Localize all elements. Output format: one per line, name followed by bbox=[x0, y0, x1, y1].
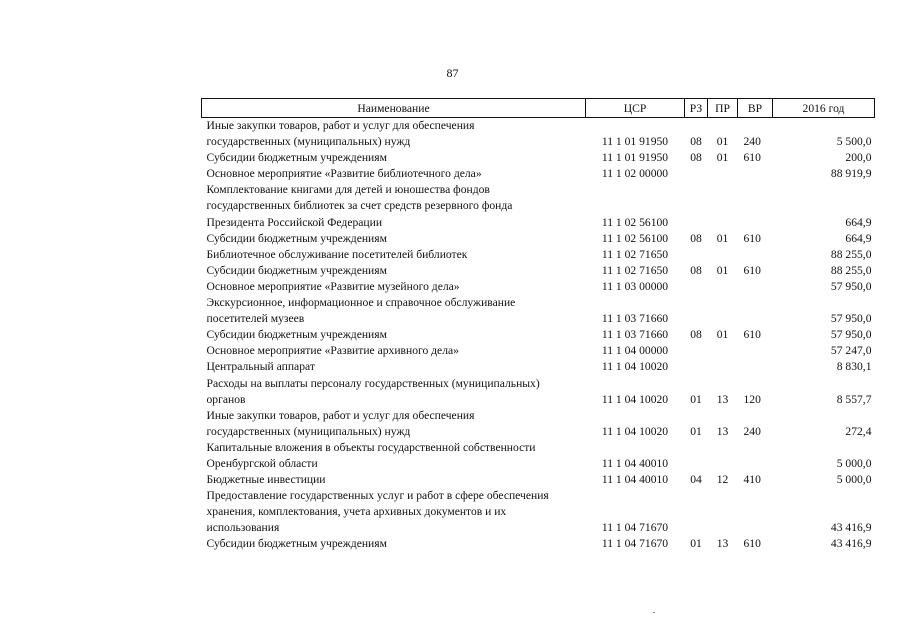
row-amount: 43 416,9 bbox=[830, 537, 872, 551]
row-rz: 08 bbox=[690, 231, 702, 245]
row-vr: 610 bbox=[743, 231, 761, 245]
header-rz: РЗ bbox=[685, 99, 708, 118]
row-csr bbox=[586, 504, 685, 520]
row-name: государственных библиотек за счет средств резервного фонда bbox=[206, 199, 513, 213]
row-rz bbox=[685, 440, 708, 456]
row-pr bbox=[708, 343, 738, 359]
row-csr: 11 1 03 71660 bbox=[601, 312, 669, 326]
row-rz bbox=[685, 343, 708, 359]
row-rz: 01 bbox=[690, 392, 702, 406]
row-amount bbox=[773, 488, 875, 504]
row-vr bbox=[738, 488, 773, 504]
row-csr: 11 1 02 71650 bbox=[601, 263, 669, 277]
row-amount bbox=[773, 504, 875, 520]
row-name: Оренбургской области bbox=[206, 456, 318, 470]
row-amount: 8 557,7 bbox=[836, 392, 872, 406]
row-rz bbox=[685, 166, 708, 182]
row-pr: 01 bbox=[716, 231, 729, 245]
row-csr bbox=[586, 182, 685, 198]
row-name: государственных (муниципальных) нужд bbox=[206, 135, 411, 149]
row-name: Бюджетные инвестиции bbox=[206, 473, 326, 487]
table-row bbox=[202, 359, 875, 375]
row-name: Расходы на выплаты персоналу государственных (муниципальных) bbox=[206, 376, 540, 390]
row-rz bbox=[685, 359, 708, 375]
row-name: Основное мероприятие «Развитие музейного дела» bbox=[206, 279, 460, 293]
table-row bbox=[202, 408, 875, 424]
table-row bbox=[202, 327, 875, 343]
row-csr bbox=[586, 295, 685, 311]
row-amount: 57 950,0 bbox=[830, 279, 872, 293]
row-rz bbox=[685, 279, 708, 295]
table-header bbox=[202, 99, 875, 118]
table-row bbox=[202, 263, 875, 279]
row-pr bbox=[708, 215, 738, 231]
row-pr bbox=[708, 440, 738, 456]
row-vr bbox=[738, 456, 773, 472]
row-vr: 240 bbox=[743, 135, 761, 149]
row-name: Экскурсионное, информационное и справочное обслуживание bbox=[206, 296, 516, 310]
table-body bbox=[202, 118, 875, 553]
row-csr: 11 1 04 10020 bbox=[601, 392, 669, 406]
table-row bbox=[202, 440, 875, 456]
row-amount bbox=[773, 440, 875, 456]
row-amount: 664,9 bbox=[845, 215, 872, 229]
row-pr: 01 bbox=[716, 263, 729, 277]
row-name: посетителей музеев bbox=[206, 312, 305, 326]
row-vr: 610 bbox=[743, 537, 761, 551]
row-amount: 272,4 bbox=[845, 424, 872, 438]
row-csr: 11 1 02 71650 bbox=[601, 247, 669, 261]
row-pr: 13 bbox=[716, 537, 729, 551]
row-csr: 11 1 04 71670 bbox=[601, 537, 669, 551]
header-pr: ПР bbox=[708, 99, 738, 118]
table-row bbox=[202, 247, 875, 263]
row-pr bbox=[708, 311, 738, 327]
table-row bbox=[202, 182, 875, 198]
table-row bbox=[202, 456, 875, 472]
row-vr bbox=[738, 376, 773, 392]
row-name: Основное мероприятие «Развитие библиотечного дела» bbox=[206, 167, 482, 181]
table-row bbox=[202, 134, 875, 150]
row-rz bbox=[685, 215, 708, 231]
row-csr: 11 1 01 91950 bbox=[601, 135, 669, 149]
row-rz: 08 bbox=[690, 328, 702, 342]
row-pr bbox=[708, 166, 738, 182]
row-name: государственных (муниципальных) нужд bbox=[206, 424, 411, 438]
row-csr: 11 1 01 91950 bbox=[601, 151, 669, 165]
table-row bbox=[202, 376, 875, 392]
row-rz: 08 bbox=[690, 263, 702, 277]
row-vr bbox=[738, 295, 773, 311]
row-vr: 240 bbox=[743, 424, 761, 438]
row-rz bbox=[685, 504, 708, 520]
row-rz: 04 bbox=[690, 473, 702, 487]
row-csr bbox=[586, 408, 685, 424]
row-vr bbox=[738, 247, 773, 263]
row-amount: 200,0 bbox=[845, 151, 872, 165]
row-amount bbox=[773, 118, 875, 135]
row-vr bbox=[738, 343, 773, 359]
row-amount bbox=[773, 295, 875, 311]
row-name: Основное мероприятие «Развитие архивного дела» bbox=[206, 344, 459, 358]
table-row bbox=[202, 488, 875, 504]
row-pr: 01 bbox=[716, 135, 729, 149]
table-row bbox=[202, 295, 875, 311]
row-csr: 11 1 04 40010 bbox=[601, 473, 669, 487]
row-amount: 5 000,0 bbox=[836, 473, 872, 487]
table-row bbox=[202, 166, 875, 182]
row-name: Иные закупки товаров, работ и услуг для обеспечения bbox=[206, 119, 475, 132]
row-pr: 12 bbox=[716, 473, 729, 487]
row-name: использования bbox=[206, 521, 280, 535]
row-csr bbox=[586, 376, 685, 392]
table-row bbox=[202, 424, 875, 440]
row-rz bbox=[685, 247, 708, 263]
row-csr: 11 1 04 71670 bbox=[601, 521, 669, 535]
row-rz bbox=[685, 295, 708, 311]
row-amount: 8 830,1 bbox=[836, 360, 872, 374]
row-name: хранения, комплектования, учета архивных документов и их bbox=[206, 505, 507, 519]
table-row bbox=[202, 150, 875, 166]
row-csr: 11 1 04 40010 bbox=[601, 456, 669, 470]
row-amount: 57 950,0 bbox=[830, 328, 872, 342]
row-vr: 610 bbox=[743, 263, 761, 277]
row-vr bbox=[738, 440, 773, 456]
row-pr bbox=[708, 520, 738, 536]
row-vr bbox=[738, 166, 773, 182]
table-row bbox=[202, 343, 875, 359]
row-name: Президента Российской Федерации bbox=[206, 215, 383, 229]
row-rz: 08 bbox=[690, 151, 702, 165]
row-csr: 11 1 03 71660 bbox=[601, 328, 669, 342]
table-row bbox=[202, 231, 875, 247]
row-name: Иные закупки товаров, работ и услуг для обеспечения bbox=[206, 408, 475, 422]
table-row bbox=[202, 279, 875, 295]
row-name: Субсидии бюджетным учреждениям bbox=[206, 263, 387, 277]
header-csr: ЦСР bbox=[586, 99, 685, 118]
row-vr: 120 bbox=[743, 392, 761, 406]
row-csr: 11 1 02 56100 bbox=[601, 215, 669, 229]
row-vr bbox=[738, 504, 773, 520]
row-name: Субсидии бюджетным учреждениям bbox=[206, 151, 387, 165]
row-vr bbox=[738, 215, 773, 231]
row-name: Центральный аппарат bbox=[206, 360, 315, 374]
row-pr bbox=[708, 456, 738, 472]
row-rz: 01 bbox=[690, 537, 702, 551]
row-rz bbox=[685, 182, 708, 198]
row-vr bbox=[738, 118, 773, 135]
row-amount: 5 500,0 bbox=[836, 135, 872, 149]
row-rz bbox=[685, 311, 708, 327]
row-amount bbox=[773, 408, 875, 424]
row-amount: 88 255,0 bbox=[830, 247, 872, 261]
table-row bbox=[202, 472, 875, 488]
row-pr: 13 bbox=[716, 424, 729, 438]
row-amount: 5 000,0 bbox=[836, 456, 872, 470]
row-vr: 410 bbox=[743, 473, 761, 487]
row-rz bbox=[685, 408, 708, 424]
row-csr bbox=[586, 440, 685, 456]
row-pr bbox=[708, 488, 738, 504]
row-name: Предоставление государственных услуг и работ в сфере обеспечения bbox=[206, 489, 549, 503]
row-name: Субсидии бюджетным учреждениям bbox=[206, 231, 387, 245]
row-amount: 664,9 bbox=[845, 231, 872, 245]
table-row bbox=[202, 504, 875, 520]
row-pr: 13 bbox=[716, 392, 729, 406]
row-amount: 88 255,0 bbox=[830, 263, 872, 277]
table-row bbox=[202, 215, 875, 231]
row-name: органов bbox=[206, 392, 246, 406]
row-pr bbox=[708, 279, 738, 295]
row-rz bbox=[685, 118, 708, 135]
header-vr: ВР bbox=[738, 99, 773, 118]
row-vr: 610 bbox=[743, 328, 761, 342]
row-pr: 01 bbox=[716, 151, 729, 165]
row-pr bbox=[708, 198, 738, 214]
row-pr bbox=[708, 408, 738, 424]
page-number: 87 bbox=[446, 66, 459, 80]
scan-speck bbox=[653, 612, 655, 613]
row-csr bbox=[586, 488, 685, 504]
row-vr bbox=[738, 198, 773, 214]
row-vr bbox=[738, 182, 773, 198]
row-pr: 01 bbox=[716, 328, 729, 342]
row-amount bbox=[773, 182, 875, 198]
header-name: Наименование bbox=[202, 99, 586, 118]
row-csr bbox=[586, 198, 685, 214]
row-amount: 57 247,0 bbox=[830, 344, 872, 358]
table-row bbox=[202, 311, 875, 327]
row-pr bbox=[708, 182, 738, 198]
row-pr bbox=[708, 295, 738, 311]
row-csr bbox=[586, 118, 685, 135]
row-amount bbox=[773, 376, 875, 392]
row-amount: 43 416,9 bbox=[830, 521, 872, 535]
row-amount bbox=[773, 198, 875, 214]
row-rz bbox=[685, 376, 708, 392]
row-csr: 11 1 03 00000 bbox=[601, 279, 669, 293]
row-rz bbox=[685, 198, 708, 214]
row-rz: 01 bbox=[690, 424, 702, 438]
row-vr: 610 bbox=[743, 151, 761, 165]
row-csr: 11 1 02 00000 bbox=[601, 167, 669, 181]
row-csr: 11 1 04 10020 bbox=[601, 424, 669, 438]
row-rz bbox=[685, 456, 708, 472]
row-vr bbox=[738, 520, 773, 536]
row-pr bbox=[708, 247, 738, 263]
row-rz bbox=[685, 520, 708, 536]
row-vr bbox=[738, 408, 773, 424]
table-row bbox=[202, 118, 875, 135]
table-row bbox=[202, 392, 875, 408]
row-name: Субсидии бюджетным учреждениям bbox=[206, 537, 387, 551]
row-name: Комплектование книгами для детей и юношества фондов bbox=[206, 183, 490, 197]
row-csr: 11 1 04 00000 bbox=[601, 344, 669, 358]
row-rz bbox=[685, 488, 708, 504]
row-name: Субсидии бюджетным учреждениям bbox=[206, 328, 387, 342]
row-vr bbox=[738, 359, 773, 375]
row-pr bbox=[708, 118, 738, 135]
table-row bbox=[202, 536, 875, 552]
row-amount: 88 919,9 bbox=[830, 167, 872, 181]
row-amount: 57 950,0 bbox=[830, 312, 872, 326]
row-name: Капитальные вложения в объекты государственной собственности bbox=[206, 440, 536, 454]
row-csr: 11 1 04 10020 bbox=[601, 360, 669, 374]
budget-table bbox=[201, 98, 875, 553]
table-row bbox=[202, 198, 875, 214]
row-pr bbox=[708, 504, 738, 520]
table-row bbox=[202, 520, 875, 536]
row-csr: 11 1 02 56100 bbox=[601, 231, 669, 245]
row-name: Библиотечное обслуживание посетителей библиотек bbox=[206, 247, 468, 261]
row-pr bbox=[708, 376, 738, 392]
header-year: 2016 год bbox=[773, 99, 875, 118]
row-vr bbox=[738, 279, 773, 295]
row-vr bbox=[738, 311, 773, 327]
row-pr bbox=[708, 359, 738, 375]
row-rz: 08 bbox=[690, 135, 702, 149]
